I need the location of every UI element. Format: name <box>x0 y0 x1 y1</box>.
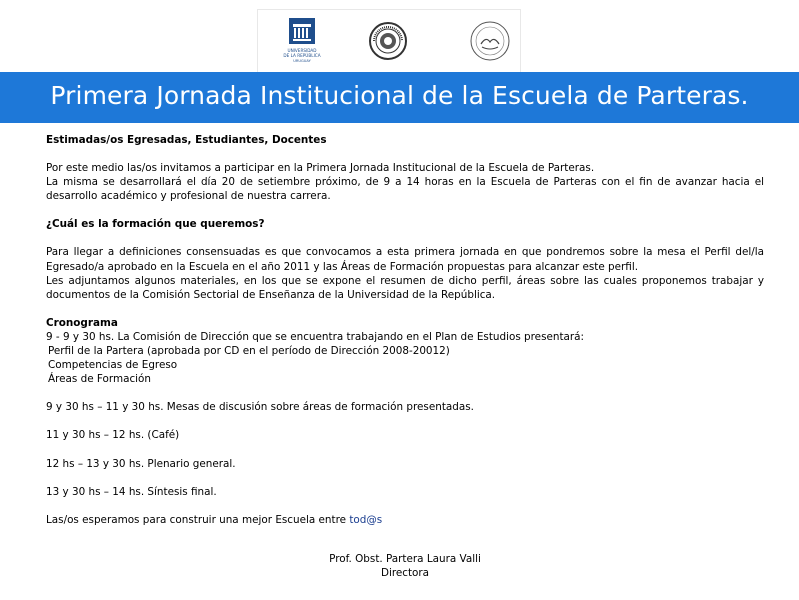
schedule-subitem: Competencias de Egreso <box>48 359 178 372</box>
schedule-item-3: 11 y 30 hs – 12 hs. (Café) <box>46 429 180 442</box>
signature-block <box>280 552 530 580</box>
schedule-heading: Cronograma <box>46 316 118 329</box>
udelar-logo <box>280 16 324 68</box>
signature-role: Directora <box>380 567 430 580</box>
closing-line <box>46 513 764 527</box>
letter-body <box>46 133 764 527</box>
paragraph-1: Para llegar a definiciones consensuadas es que convocamos a esta primera jornada en que pondremos sobre la mesa el Perfil del/la Egresado/a aprobado en la Escuela en el año 2011 y las Áreas de Formación propuestas para alcanzar este perfil. <box>46 246 764 273</box>
title-banner <box>0 72 799 123</box>
schedule-item-1: 9 - 9 y 30 hs. La Comisión de Dirección que se encuentra trabajando en el Plan de Estudios presentará: <box>46 330 585 343</box>
logos-panel <box>257 9 521 74</box>
schedule-subitem: Perfil de la Partera (aprobada por CD en el período de Dirección 2008-20012) <box>48 345 450 358</box>
faculty-seal-logo <box>368 16 408 66</box>
svg-text:URUGUAY: URUGUAY <box>293 59 311 63</box>
intro-paragraph-2: La misma se desarrollará el día 20 de setiembre próximo, de 9 a 14 horas en la Escuela de Parteras con el fin de avanzar hacia el desarrollo académico y profesional de nuestra carrera. <box>46 176 764 203</box>
escuela-parteras-logo <box>468 16 512 66</box>
svg-text:UNIVERSIDAD: UNIVERSIDAD <box>287 48 317 53</box>
intro-paragraph-1: Por este medio las/os invitamos a participar en la Primera Jornada Institucional de la Escuela de Parteras. <box>46 162 595 175</box>
section-question: ¿Cuál es la formación que queremos? <box>46 218 265 231</box>
greeting: Estimadas/os Egresadas, Estudiantes, Docentes <box>46 134 327 146</box>
paragraph-2: Les adjuntamos algunos materiales, en los que se expone el resumen de dicho perfil, áreas sobre las cuales proponemos trabajar y documentos de la Comisión Sectorial de Enseñanza de la Universidad de la República. <box>46 274 764 301</box>
schedule-item-2: 9 y 30 hs – 11 y 30 hs. Mesas de discusión sobre áreas de formación presentadas. <box>46 401 474 414</box>
schedule-subitem: Áreas de Formación <box>48 373 152 386</box>
svg-text:DE LA REPÚBLICA: DE LA REPÚBLICA <box>283 53 321 58</box>
schedule-item-5: 13 y 30 hs – 14 hs. Síntesis final. <box>46 485 217 498</box>
closing-link[interactable]: tod@s <box>349 513 383 526</box>
signature-name: Prof. Obst. Partera Laura Valli <box>329 553 481 565</box>
closing-text: Las/os esperamos para construir una mejor Escuela entre <box>46 513 347 526</box>
schedule-item-4: 12 hs – 13 y 30 hs. Plenario general. <box>46 457 236 470</box>
page-title: Primera Jornada Institucional de la Escuela de Parteras. <box>50 81 749 110</box>
